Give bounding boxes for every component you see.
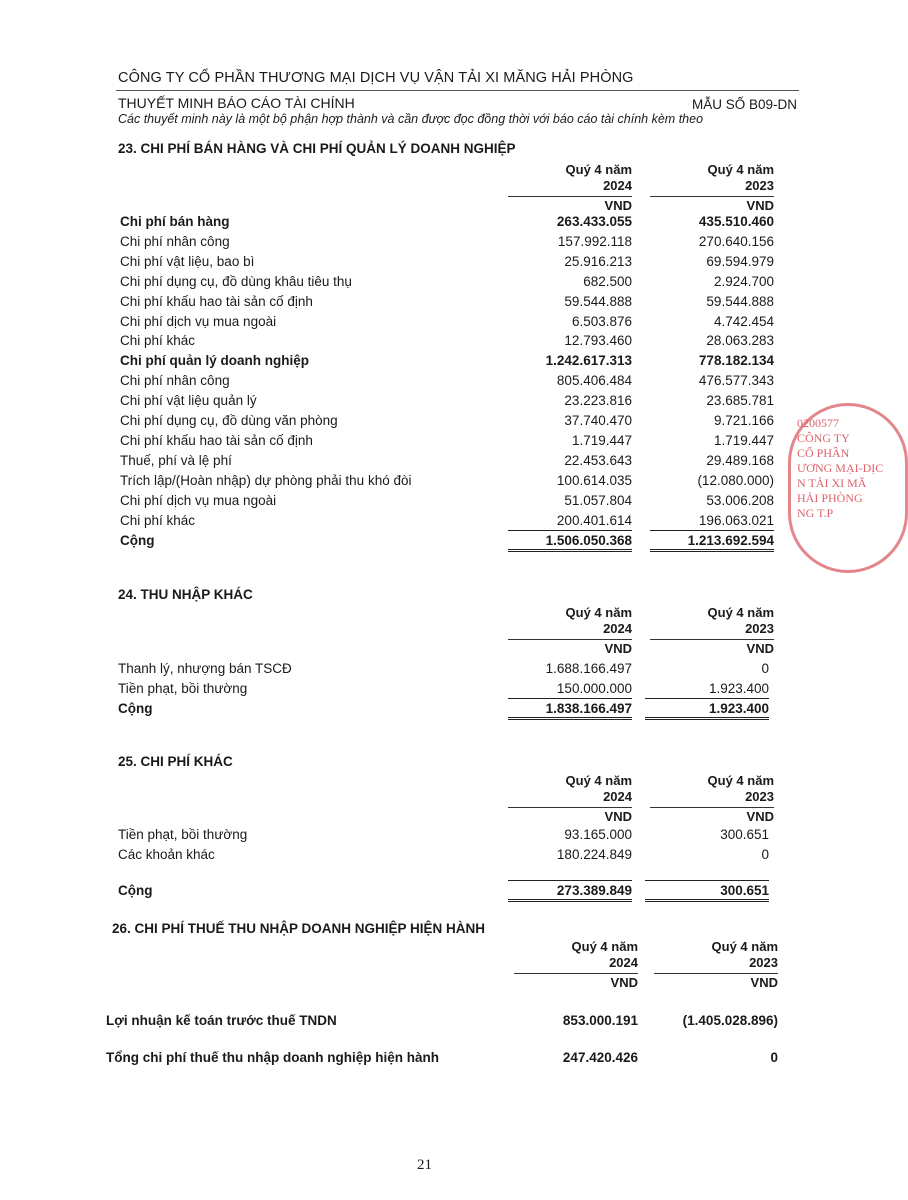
row-label: Trích lập/(Hoàn nhập) dự phòng phải thu khó đòi <box>120 472 412 488</box>
column-quarter-label: Quý 4 năm <box>707 162 774 177</box>
value-2023: 0 <box>761 847 769 862</box>
value-2024: 200.401.614 <box>556 512 632 528</box>
total-2023: 1.923.400 <box>645 698 769 720</box>
row-label: Chi phí dịch vụ mua ngoài <box>120 492 277 508</box>
total-label: Cộng <box>118 883 153 898</box>
row-label: Tiền phạt, bồi thường <box>118 680 248 696</box>
row-label: Thuế, phí và lệ phí <box>120 452 232 468</box>
value-2024: 805.406.484 <box>556 373 632 389</box>
document-title: THUYẾT MINH BÁO CÁO TÀI CHÍNH <box>118 95 355 111</box>
value-2024: 12.793.460 <box>564 333 632 349</box>
value-2024: 59.544.888 <box>564 293 632 309</box>
column-header-2024 <box>508 773 632 825</box>
column-unit: VND <box>508 639 632 657</box>
total-2024: 273.389.849 <box>508 880 632 902</box>
column-quarter-label: Quý 4 năm <box>711 939 778 954</box>
total-label: Cộng <box>120 533 155 548</box>
column-year: 2024 <box>609 955 638 970</box>
column-quarter-label: Quý 4 năm <box>707 605 774 620</box>
row-label: Chi phí khác <box>120 333 196 349</box>
column-year: 2024 <box>603 621 632 636</box>
row-label: Chi phí bán hàng <box>120 214 230 229</box>
row-label: Chi phí quản lý doanh nghiệp <box>120 353 309 369</box>
column-unit: VND <box>654 973 778 991</box>
company-name: CÔNG TY CỔ PHẦN THƯƠNG MẠI DỊCH VỤ VẬN TẢI XI MĂNG HẢI PHÒNG <box>118 70 634 86</box>
value-2024: 6.503.876 <box>571 313 632 329</box>
value-2024: 1.242.617.313 <box>545 353 632 369</box>
page-number: 21 <box>417 1157 432 1173</box>
column-unit: VND <box>508 196 632 214</box>
value-2024: 247.420.426 <box>562 1050 638 1065</box>
value-2024: 93.165.000 <box>564 827 632 842</box>
value-2024: 263.433.055 <box>556 214 632 229</box>
row-label: Thanh lý, nhượng bán TSCĐ <box>118 661 292 676</box>
value-2023: 300.651 <box>720 827 769 842</box>
value-2023: (1.405.028.896) <box>682 1013 778 1028</box>
stamp-line: HẢI PHÒNG <box>797 491 863 505</box>
column-header-2024 <box>508 162 632 214</box>
value-2023: 476.577.343 <box>698 373 774 389</box>
column-year: 2024 <box>603 789 632 804</box>
value-2024: 1.719.447 <box>571 432 632 448</box>
value-2023: (12.080.000) <box>697 472 774 488</box>
column-header-2024 <box>514 939 638 991</box>
value-2024: 100.614.035 <box>556 472 632 488</box>
column-unit: VND <box>508 807 632 825</box>
row-label: Chi phí nhân công <box>120 233 230 249</box>
value-2023: 59.544.888 <box>706 293 774 309</box>
row-label: Lợi nhuận kế toán trước thuế TNDN <box>106 1013 337 1028</box>
column-header-2024 <box>508 605 632 657</box>
total-2023: 1.213.692.594 <box>650 530 774 552</box>
stamp-line: CỔ PHẦN <box>797 446 850 460</box>
row-label: Chi phí khấu hao tài sản cố định <box>120 293 313 309</box>
row-label: Chi phí vật liệu, bao bì <box>120 253 255 269</box>
header-divider <box>116 90 799 91</box>
value-2024: 22.453.643 <box>564 452 632 468</box>
column-header-2023 <box>654 939 778 991</box>
total-label: Cộng <box>118 701 153 716</box>
value-2023: 435.510.460 <box>698 214 774 229</box>
column-year: 2023 <box>745 789 774 804</box>
company-stamp <box>788 403 908 573</box>
column-year: 2023 <box>745 621 774 636</box>
row-label: Chi phí vật liệu quản lý <box>120 393 257 409</box>
value-2023: 23.685.781 <box>706 393 774 409</box>
value-2023: 29.489.168 <box>706 452 774 468</box>
section-24-title: 24. THU NHẬP KHÁC <box>118 587 253 602</box>
value-2024: 157.992.118 <box>557 233 632 249</box>
value-2023: 9.721.166 <box>713 413 774 428</box>
row-label: Tiền phạt, bồi thường <box>118 827 248 842</box>
row-label: Chi phí dụng cụ, đồ dùng khâu tiêu thụ <box>120 273 352 289</box>
value-2023: 196.063.021 <box>698 512 774 528</box>
value-2024: 23.223.816 <box>564 393 632 409</box>
value-2023: 0 <box>770 1050 778 1065</box>
value-2023: 270.640.156 <box>698 233 774 249</box>
column-unit: VND <box>650 196 774 214</box>
value-2023: 2.924.700 <box>713 273 774 289</box>
value-2023: 1.923.400 <box>708 680 769 696</box>
column-unit: VND <box>650 807 774 825</box>
value-2024: 1.688.166.497 <box>545 661 632 676</box>
value-2024: 682.500 <box>583 273 632 289</box>
value-2023: 4.742.454 <box>713 313 774 329</box>
row-label: Chi phí khác <box>120 512 196 528</box>
column-quarter-label: Quý 4 năm <box>571 939 638 954</box>
value-2023: 69.594.979 <box>706 253 774 269</box>
document-note: Các thuyết minh này là một bộ phận hợp thành và cần được đọc đồng thời với báo cáo tài chính kèm theo <box>118 112 704 126</box>
form-number: MẪU SỐ B09-DN <box>691 97 797 112</box>
section-23-title: 23. CHI PHÍ BÁN HÀNG VÀ CHI PHÍ QUẢN LÝ DOANH NGHIỆP <box>118 141 516 156</box>
column-unit: VND <box>514 973 638 991</box>
column-unit: VND <box>650 639 774 657</box>
row-label: Chi phí khấu hao tài sản cố định <box>120 432 313 448</box>
stamp-line: N TẢI XI MĂ <box>797 476 867 490</box>
total-2024: 1.506.050.368 <box>508 530 632 552</box>
column-quarter-label: Quý 4 năm <box>565 605 632 620</box>
column-year: 2024 <box>603 178 632 193</box>
section-25-title: 25. CHI PHÍ KHÁC <box>118 754 233 769</box>
row-label: Chi phí dụng cụ, đồ dùng văn phòng <box>120 413 338 428</box>
value-2023: 1.719.447 <box>713 432 774 448</box>
value-2024: 180.224.849 <box>556 847 632 862</box>
column-header-2023 <box>650 605 774 657</box>
value-2023: 778.182.134 <box>698 353 774 369</box>
stamp-line: ƯƠNG MẠI-DỊC <box>797 461 884 475</box>
row-label: Tổng chi phí thuế thu nhập doanh nghiệp hiện hành <box>106 1050 439 1065</box>
total-2023: 300.651 <box>645 880 769 902</box>
column-year: 2023 <box>745 178 774 193</box>
value-2023: 0 <box>761 661 769 676</box>
value-2024: 25.916.213 <box>564 253 632 269</box>
column-quarter-label: Quý 4 năm <box>565 162 632 177</box>
column-header-2023 <box>650 162 774 214</box>
value-2024: 150.000.000 <box>556 680 632 696</box>
row-label: Chi phí dịch vụ mua ngoài <box>120 313 277 329</box>
total-2024: 1.838.166.497 <box>508 698 632 720</box>
value-2023: 53.006.208 <box>706 492 774 508</box>
column-year: 2023 <box>749 955 778 970</box>
row-label: Chi phí nhân công <box>120 373 230 389</box>
stamp-line: 0200577 <box>797 416 839 430</box>
column-quarter-label: Quý 4 năm <box>565 773 632 788</box>
value-2024: 37.740.470 <box>564 413 632 428</box>
value-2023: 28.063.283 <box>706 333 774 349</box>
section-26-title: 26. CHI PHÍ THUẾ THU NHẬP DOANH NGHIỆP HIỆN HÀNH <box>112 921 486 936</box>
value-2024: 853.000.191 <box>562 1013 638 1028</box>
value-2024: 51.057.804 <box>564 492 632 508</box>
row-label: Các khoản khác <box>118 847 215 862</box>
stamp-line: CÔNG TY <box>797 431 850 445</box>
stamp-line: NG T.P <box>797 506 834 520</box>
column-quarter-label: Quý 4 năm <box>707 773 774 788</box>
column-header-2023 <box>650 773 774 825</box>
